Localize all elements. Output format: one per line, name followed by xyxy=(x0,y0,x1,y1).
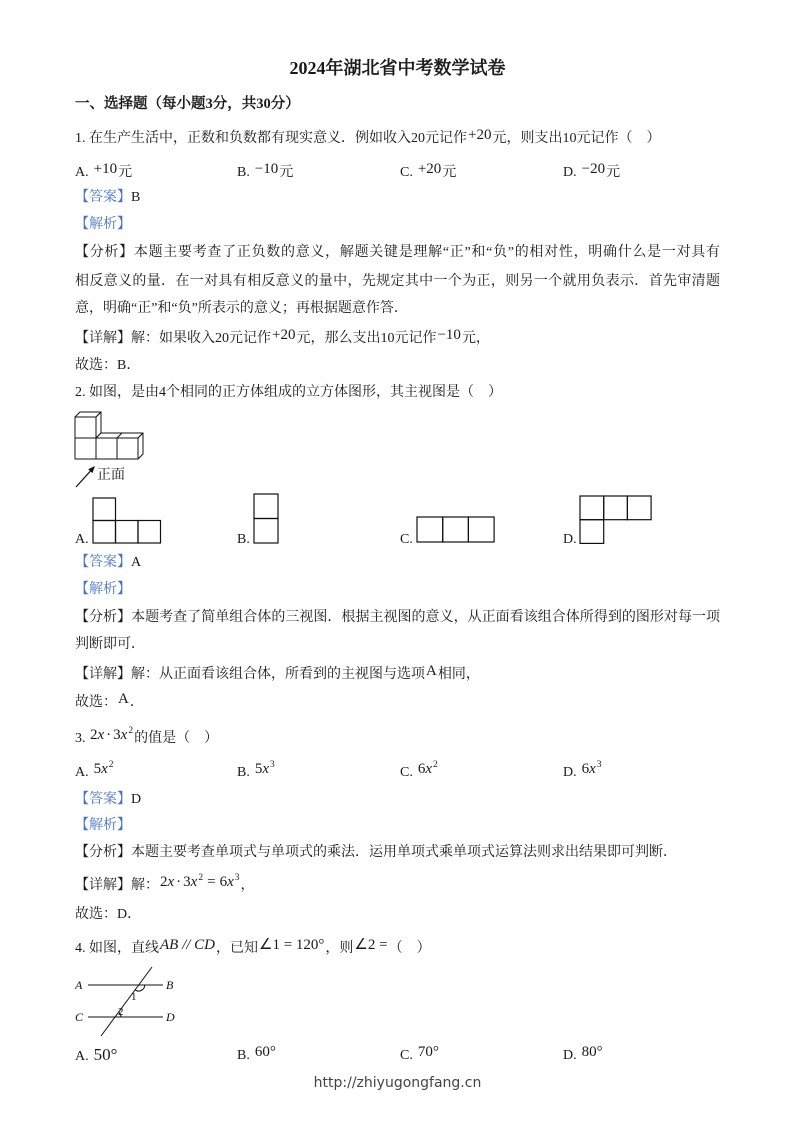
q2-solution-heading: 【解析】 xyxy=(75,582,131,597)
q1-analysis-line-3: 意，明确“正”和“负”所表示的意义；再根据题意作答． xyxy=(75,301,408,316)
view-square xyxy=(93,521,116,544)
variable: x xyxy=(101,761,108,777)
option-letter: D. xyxy=(563,165,577,180)
detail-text: 解：从正面看该组合体，所看到的主视图与选项 xyxy=(131,667,425,682)
option-value: −20 xyxy=(581,161,606,177)
q1-stem xyxy=(75,128,660,148)
option-value: 60° xyxy=(254,1044,276,1060)
operator: · xyxy=(176,874,182,890)
q3-answer xyxy=(75,790,141,810)
q3-stem-tail: 的值是（ ） xyxy=(134,731,219,746)
detail-text: 元， xyxy=(461,331,490,346)
variable: x xyxy=(167,874,175,890)
exponent: 3 xyxy=(270,760,275,770)
option-letter: C. xyxy=(400,765,413,780)
q4-stem-text: ，已知 xyxy=(216,941,258,956)
q1-choose: 故选：B． xyxy=(75,358,141,373)
angle-label-2: 2 xyxy=(118,1006,124,1018)
q2-option-c-shape xyxy=(416,516,496,544)
detail-text: 相同， xyxy=(437,667,480,682)
detail-label: 【详解】 xyxy=(75,667,131,682)
coef: 2 xyxy=(160,874,168,890)
answer-value: D xyxy=(131,792,142,807)
q2-option-d-letter: D. xyxy=(563,532,577,547)
exponent: 3 xyxy=(234,873,240,883)
bottom-row-side-face xyxy=(138,433,143,459)
q3-option-a xyxy=(75,762,115,782)
q1-solution-heading: 【解析】 xyxy=(75,217,131,232)
choose-text: 故选： xyxy=(75,695,117,710)
q2-analysis-line-1 xyxy=(75,608,720,628)
q2-choose xyxy=(75,692,144,712)
analysis-text: 本题主要考查单项式与单项式的乘法．运用单项式乘单项式运算法则求出结果即可判断． xyxy=(131,845,677,860)
angle-label-1: 1 xyxy=(131,991,137,1003)
point-label-c: C xyxy=(75,1010,84,1024)
analysis-label: 【分析】 xyxy=(75,245,134,260)
exam-title: 2024年湖北省中考数学试卷 xyxy=(289,58,506,78)
q1-stem-text: 1. 在生产生活中，正数和负数都有现实意义．例如收入20元记作 xyxy=(75,131,467,146)
option-unit: 元 xyxy=(118,165,133,180)
coef: 5 xyxy=(93,761,102,777)
option-value: 70° xyxy=(417,1044,439,1060)
front-view-arrow-line xyxy=(76,471,90,487)
q2-answer xyxy=(75,553,141,573)
detail-math: −10 xyxy=(437,327,461,343)
option-letter: C. xyxy=(400,165,413,180)
coef: 6 xyxy=(581,761,590,777)
option-math xyxy=(94,761,114,777)
footer-url: http://zhiyugongfang.cn xyxy=(313,1075,482,1091)
q4-stem-text: ，则 xyxy=(325,941,354,956)
q3-choose: 故选：D． xyxy=(75,907,142,922)
view-square xyxy=(604,496,628,520)
q2-option-b-letter: B. xyxy=(237,532,250,547)
detail-text: 解： xyxy=(131,878,159,893)
coef: 5 xyxy=(254,761,263,777)
q2-detail xyxy=(75,664,480,684)
variable: x xyxy=(190,874,198,890)
q3-detail xyxy=(75,875,254,895)
detail-label: 【详解】 xyxy=(75,331,131,346)
variable: x xyxy=(120,727,128,743)
q2-option-c-letter: C. xyxy=(400,532,413,547)
q3-option-b xyxy=(237,762,276,782)
transversal-line xyxy=(101,967,152,1036)
coef: 6 xyxy=(219,874,228,890)
view-square xyxy=(580,496,604,520)
view-square xyxy=(443,517,469,542)
view-square xyxy=(138,521,161,544)
answer-value: A xyxy=(131,555,142,570)
view-square xyxy=(468,517,494,542)
exponent: 2 xyxy=(433,760,438,770)
point-label-d: D xyxy=(166,1010,175,1024)
view-square xyxy=(254,519,278,544)
view-square xyxy=(417,517,443,542)
detail-math xyxy=(160,874,239,890)
q4-angle1-math: ∠1 = 120° xyxy=(259,937,325,953)
q4-option-b xyxy=(237,1045,277,1065)
q3-analysis xyxy=(75,843,677,863)
coef: 2 xyxy=(90,727,98,743)
analysis-text: 本题考查了简单组合体的三视图．根据主视图的意义，从正面看该组合体所得到的图形对每一项 xyxy=(131,610,721,625)
q1-option-b xyxy=(237,162,293,182)
analysis-label: 【分析】 xyxy=(75,610,132,625)
section-heading: 一、选择题（每小题3分，共30分） xyxy=(75,96,300,112)
bottom-cube-3-front-face xyxy=(117,438,138,459)
q3-number: 3. xyxy=(75,731,86,746)
exponent: 2 xyxy=(128,726,134,736)
detail-text: 元，那么支出10元记作 xyxy=(296,331,437,346)
option-letter: A. xyxy=(75,165,89,180)
q3-option-d xyxy=(563,762,603,782)
coef: 3 xyxy=(113,727,121,743)
q2-analysis-line-2: 判断即可． xyxy=(75,637,145,652)
q2-option-a-shape xyxy=(92,497,162,545)
q1-stem-math: +20 xyxy=(468,127,492,143)
detail-text: ， xyxy=(240,878,255,893)
view-square xyxy=(116,521,139,544)
variable: x xyxy=(262,761,270,777)
option-letter: C. xyxy=(400,1048,413,1063)
detail-text: 解：如果收入20元记作 xyxy=(131,331,271,346)
q1-option-d xyxy=(563,162,620,182)
exponent: 2 xyxy=(198,873,204,883)
option-value: +10 xyxy=(93,161,118,177)
q1-option-c xyxy=(400,162,456,182)
q3-solution-heading: 【解析】 xyxy=(75,818,131,833)
q3-stem xyxy=(75,728,218,748)
variable: x xyxy=(97,727,105,743)
point-label-b: B xyxy=(166,978,174,992)
variable: x xyxy=(589,761,596,777)
q1-detail xyxy=(75,328,490,348)
option-math xyxy=(255,761,275,777)
bottom-cube-2-front-face xyxy=(96,438,117,459)
q4-stem-text: （ ） xyxy=(388,941,431,956)
answer-label: 【答案】 xyxy=(75,555,131,570)
q4-option-c xyxy=(400,1045,440,1065)
option-letter: A. xyxy=(75,1049,89,1064)
option-math xyxy=(418,761,438,777)
option-letter: B. xyxy=(237,1048,250,1063)
view-square xyxy=(254,494,278,519)
view-square xyxy=(580,520,604,544)
operator: · xyxy=(106,727,112,743)
q2-stem: 2. 如图，是由4个相同的正方体组成的立方体图形，其主视图是（ ） xyxy=(75,385,502,400)
bottom-cube-1-front-face xyxy=(75,438,96,459)
q4-option-d xyxy=(563,1045,604,1065)
q1-option-a xyxy=(75,162,132,182)
option-value: +20 xyxy=(417,161,442,177)
option-letter: A. xyxy=(75,765,89,780)
q4-parallel-math: AB // CD xyxy=(160,937,215,953)
detail-math: +20 xyxy=(272,327,296,343)
exponent: 2 xyxy=(108,760,114,770)
q1-analysis-line-1 xyxy=(75,243,720,263)
option-value: 50° xyxy=(93,1045,118,1064)
option-letter: D. xyxy=(563,765,577,780)
q2-front-label: 正面 xyxy=(97,468,125,483)
view-square xyxy=(627,496,651,520)
variable: x xyxy=(425,761,433,777)
q4-parallel-lines-figure xyxy=(70,960,182,1042)
q1-stem-tail: 元，则支出10元记作（ ） xyxy=(492,131,661,146)
exponent: 3 xyxy=(596,760,602,770)
q3-option-c xyxy=(400,762,439,782)
analysis-text: 本题主要考查了正负数的意义，解题关键是理解“正”和“负”的相对性，明确什么是一对具有 xyxy=(133,245,720,260)
option-unit: 元 xyxy=(606,165,621,180)
q2-option-b-shape xyxy=(253,493,280,545)
answer-label: 【答案】 xyxy=(75,190,131,205)
coef: 3 xyxy=(183,874,191,890)
option-unit: 元 xyxy=(442,165,457,180)
equals-sign: = xyxy=(207,874,216,890)
q4-angle2-math: ∠2 = xyxy=(354,937,388,953)
top-cube-front-face xyxy=(75,417,96,438)
variable: x xyxy=(227,874,234,890)
coef: 6 xyxy=(417,761,426,777)
q2-option-a-letter: A. xyxy=(75,532,89,547)
option-unit: 元 xyxy=(279,165,294,180)
view-square xyxy=(93,498,116,521)
q2-option-d-shape xyxy=(579,495,653,545)
analysis-label: 【分析】 xyxy=(75,845,131,860)
q1-analysis-line-2: 相反意义的量．在一对具有相反意义的量中，先规定其中一个为正，则另一个就用负表示．首先审清题 xyxy=(75,274,720,289)
q4-option-a xyxy=(75,1045,118,1065)
detail-math: A xyxy=(426,663,437,679)
option-value: −10 xyxy=(254,161,279,177)
q3-stem-math xyxy=(90,727,133,743)
answer-value: B xyxy=(131,190,141,205)
option-letter: D. xyxy=(563,1048,577,1063)
q1-answer xyxy=(75,188,140,208)
choose-math: A xyxy=(118,691,129,707)
option-letter: B. xyxy=(237,165,250,180)
option-math xyxy=(582,761,602,777)
choose-text: ． xyxy=(129,695,144,710)
point-label-a: A xyxy=(75,978,83,992)
detail-label: 【详解】 xyxy=(75,878,131,893)
answer-label: 【答案】 xyxy=(75,792,131,807)
q4-stem xyxy=(75,938,431,958)
option-value: 80° xyxy=(581,1044,603,1060)
q4-stem-text: 4. 如图，直线 xyxy=(75,941,159,956)
option-letter: B. xyxy=(237,765,250,780)
